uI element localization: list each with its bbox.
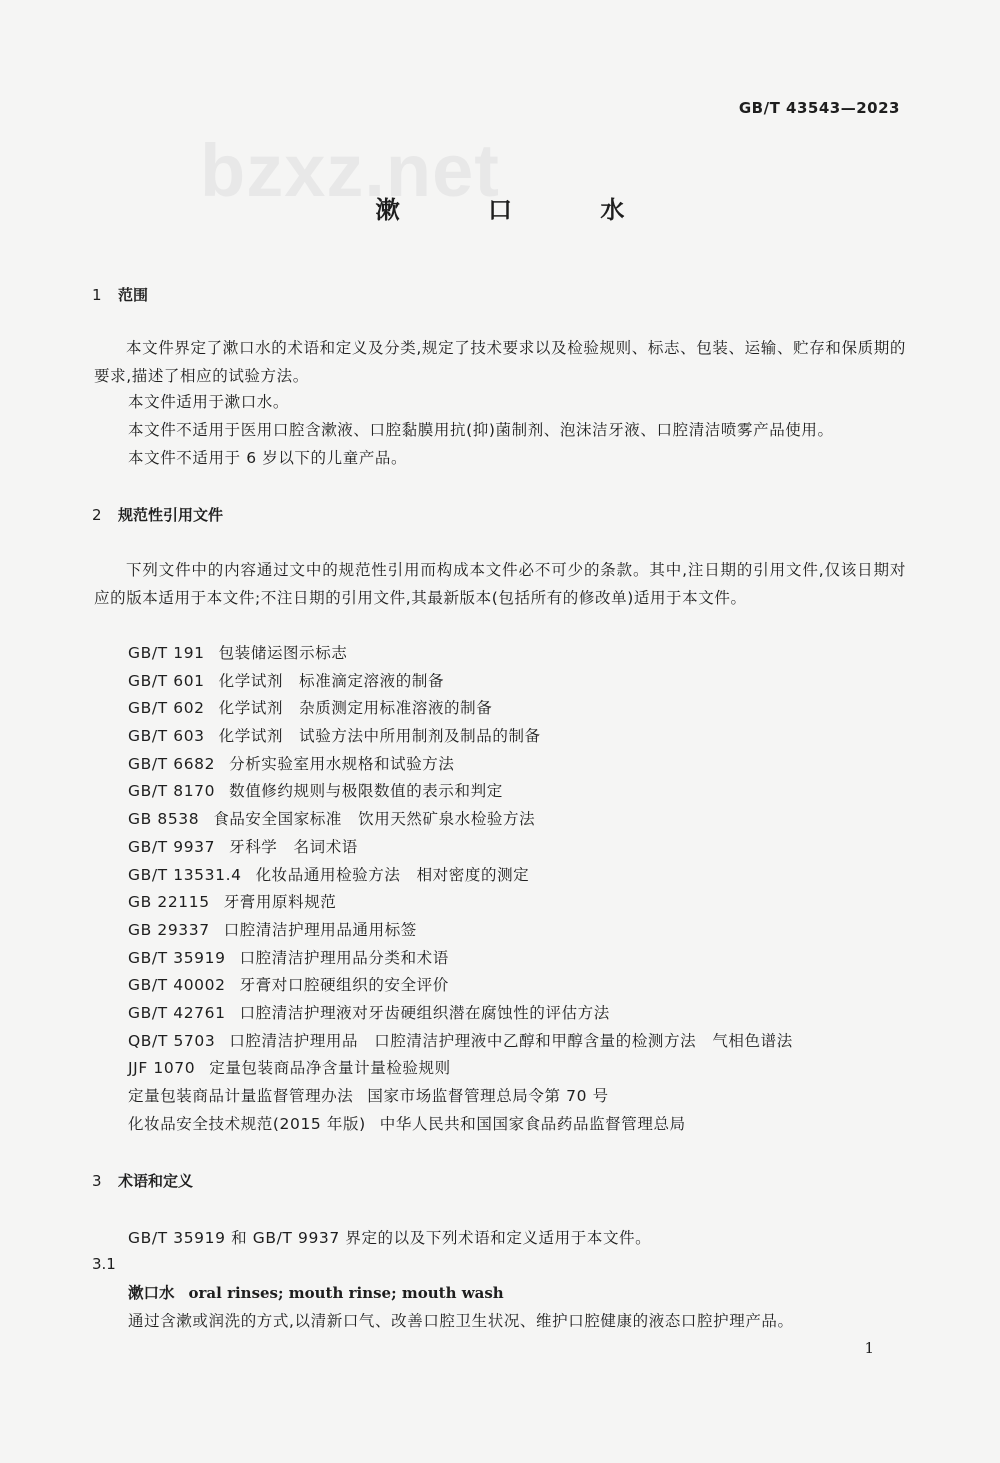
page-number: 1 (864, 1339, 874, 1357)
reference-item (128, 751, 793, 779)
normative-references-intro: 下列文件中的内容通过文中的规范性引用而构成本文件必不可少的条款。其中,注日期的引用文件,仅该日期对应的版本适用于本文件;不注日期的引用文件,其最新版本(包括所有的修改单)适用于本文件。 (94, 561, 906, 607)
terms-intro: GB/T 35919 和 GB/T 9937 界定的以及下列术语和定义适用于本文件。 (128, 1229, 652, 1247)
reference-title: 化学试剂 标准滴定溶液的制备 (218, 671, 445, 690)
scope-paragraph-3: 本文件不适用于医用口腔含漱液、口腔黏膜用抗(抑)菌制剂、泡沫洁牙液、口腔清洁喷雾产品使用。 (128, 421, 834, 439)
reference-title: 数值修约规则与极限数值的表示和判定 (229, 782, 503, 801)
section-heading-terms (92, 1170, 193, 1191)
section-number: 2 (92, 506, 102, 524)
term-english: oral rinses; mouth rinse; mouth wash (188, 1284, 504, 1302)
term-entry (128, 1281, 504, 1303)
reference-code: GB/T 35919 (128, 948, 226, 967)
reference-item (128, 917, 793, 945)
standard-number: GB/T 43543—2023 (738, 99, 900, 117)
reference-item (128, 695, 793, 723)
reference-code: GB/T 42761 (128, 1003, 226, 1022)
scope-paragraph-2: 本文件适用于漱口水。 (128, 393, 290, 411)
reference-title: 包装储运图示标志 (218, 644, 348, 662)
section-title: 术语和定义 (118, 1172, 194, 1190)
reference-item (128, 723, 793, 751)
reference-item (128, 889, 793, 917)
reference-title: 牙膏用原料规范 (223, 893, 337, 912)
reference-code: GB/T 9937 (128, 837, 216, 856)
reference-title: 化学试剂 杂质测定用标准溶液的制备 (218, 699, 493, 718)
reference-title: 口腔清洁护理用品分类和术语 (239, 948, 449, 967)
section-heading-normative-references (92, 504, 223, 525)
reference-code: GB/T 40002 (128, 976, 226, 995)
reference-title: 口腔清洁护理用品 口腔清洁护理液中乙醇和甲醇含量的检测方法 气相色谱法 (229, 1031, 793, 1050)
watermark: bzxz.net (200, 129, 500, 212)
reference-code: 定量包装商品计量监督管理办法 (128, 1087, 354, 1105)
term-number: 3.1 (92, 1255, 116, 1273)
reference-code: GB/T 601 (128, 671, 205, 690)
reference-item (128, 640, 793, 668)
reference-title: 牙膏对口腔硬组织的安全评价 (239, 976, 449, 995)
reference-code: GB 22115 (128, 893, 210, 912)
scope-paragraph-1: 本文件界定了漱口水的术语和定义及分类,规定了技术要求以及检验规则、标志、包装、运输、贮存和保质期的要求,描述了相应的试验方法。 (94, 339, 906, 385)
reference-item (128, 1028, 793, 1056)
reference-title: 定量包装商品净含量计量检验规则 (209, 1059, 451, 1078)
section-title: 范围 (118, 286, 149, 304)
reference-code: GB/T 191 (128, 644, 205, 662)
reference-code: GB 29337 (128, 920, 210, 939)
reference-code: GB 8538 (128, 810, 200, 829)
reference-title: 分析实验室用水规格和试验方法 (229, 754, 455, 773)
reference-item (128, 972, 793, 1000)
reference-item (128, 1111, 793, 1139)
term-chinese: 漱口水 (128, 1284, 175, 1302)
reference-item (128, 1083, 793, 1111)
reference-code: GB/T 602 (128, 699, 205, 718)
reference-item (128, 862, 793, 890)
reference-code: 化妆品安全技术规范(2015 年版) (128, 1114, 366, 1133)
reference-list (128, 640, 793, 1138)
reference-title: 中华人民共和国国家食品药品监督管理总局 (379, 1114, 686, 1133)
section-heading-scope (92, 284, 148, 305)
reference-code: GB/T 603 (128, 727, 205, 746)
reference-title: 口腔清洁护理用品通用标签 (223, 920, 417, 939)
section-title: 规范性引用文件 (118, 506, 224, 524)
reference-title: 口腔清洁护理液对牙齿硬组织潜在腐蚀性的评估方法 (239, 1003, 610, 1022)
reference-code: GB/T 13531.4 (128, 865, 242, 884)
reference-item (128, 1000, 793, 1028)
reference-code: JJF 1070 (128, 1059, 196, 1078)
reference-code: GB/T 6682 (128, 754, 216, 773)
reference-item (128, 834, 793, 862)
reference-title: 食品安全国家标准 饮用天然矿泉水检验方法 (213, 810, 536, 829)
reference-item (128, 806, 793, 834)
reference-code: QB/T 5703 (128, 1031, 216, 1050)
reference-title: 牙科学 名词术语 (229, 837, 358, 856)
reference-title: 国家市场监督管理总局令第 70 号 (367, 1087, 609, 1105)
term-definition: 通过含漱或润洗的方式,以清新口气、改善口腔卫生状况、维护口腔健康的液态口腔护理产品。 (128, 1312, 794, 1330)
scope-paragraph-4: 本文件不适用于 6 岁以下的儿童产品。 (128, 449, 408, 467)
document-title: 漱 口 水 (375, 196, 665, 224)
reference-title: 化妆品通用检验方法 相对密度的测定 (255, 865, 530, 884)
reference-item (128, 778, 793, 806)
reference-item (128, 668, 793, 696)
reference-item (128, 945, 793, 973)
reference-code: GB/T 8170 (128, 782, 216, 801)
section-number: 3 (92, 1172, 102, 1190)
reference-title: 化学试剂 试验方法中所用制剂及制品的制备 (218, 727, 541, 746)
reference-item (128, 1055, 793, 1083)
section-number: 1 (92, 286, 102, 304)
